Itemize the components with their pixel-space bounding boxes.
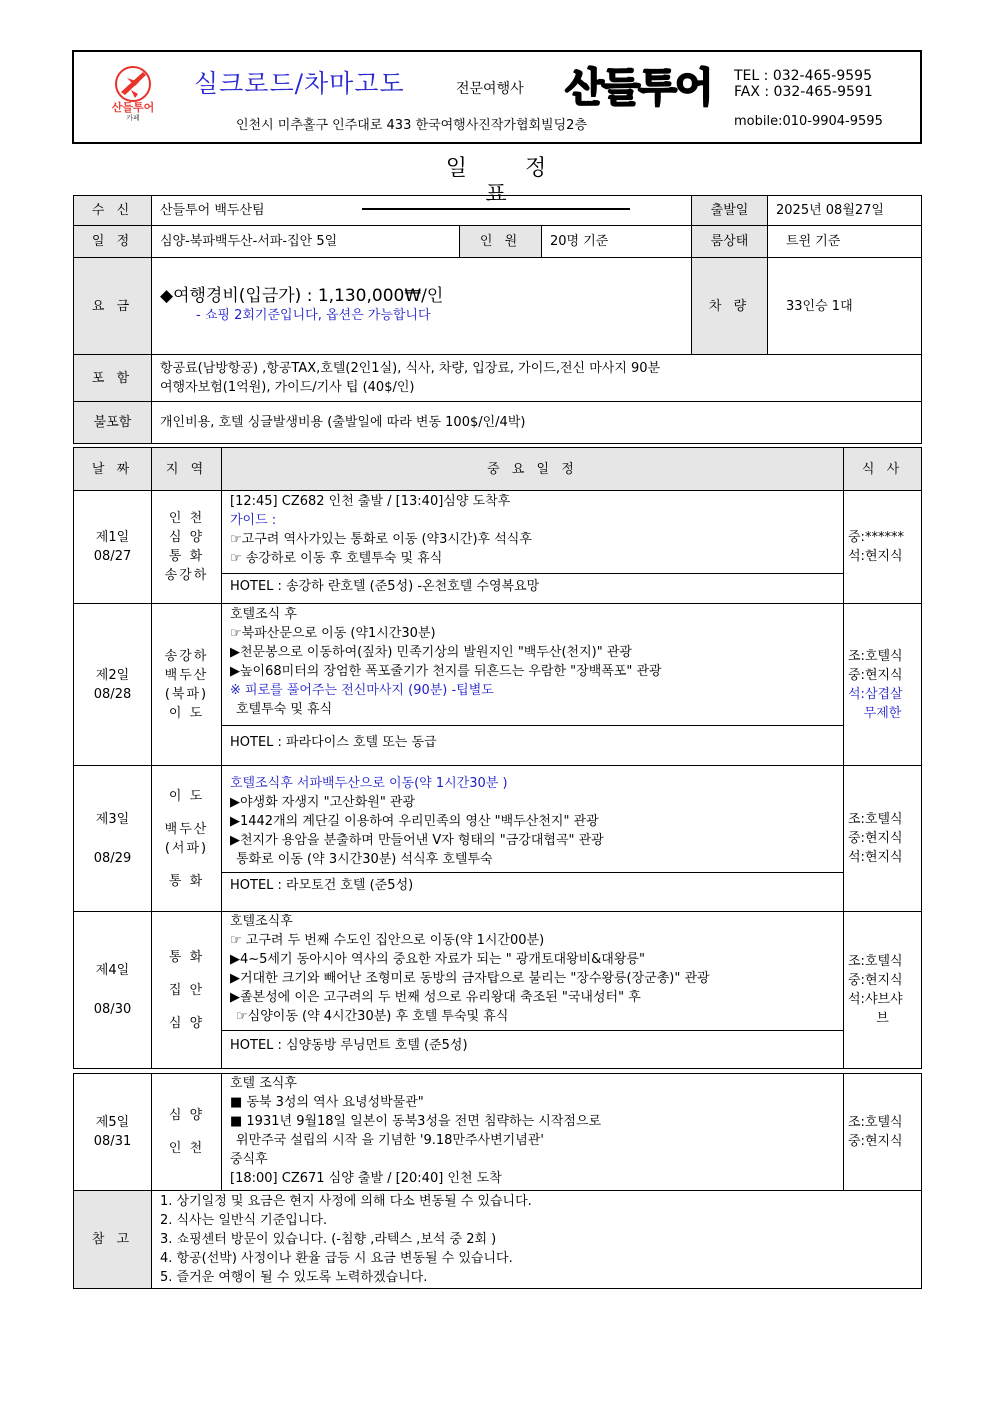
company-title: 실크로드/차마고도 bbox=[194, 69, 405, 98]
day-cell bbox=[74, 604, 152, 766]
schedule-line: 가이드 : bbox=[230, 513, 277, 528]
meal-item: 중:현지식 bbox=[848, 1134, 903, 1149]
meal-item: 무제한 bbox=[863, 705, 902, 721]
schedule-table-continued bbox=[73, 1073, 922, 1289]
meal-item: 석:현지식 bbox=[848, 850, 903, 865]
vehicle-value: 33인승 1대 bbox=[768, 258, 922, 355]
notes-cell bbox=[152, 1191, 922, 1289]
meal-item: 조:호텔식 bbox=[848, 1115, 903, 1130]
company-subtitle: 전문여행사 bbox=[456, 81, 524, 97]
day-number: 제1일 bbox=[95, 530, 130, 545]
departure-label: 출발일 bbox=[692, 196, 768, 226]
area-name: 인 천 bbox=[168, 511, 205, 526]
schedule-table bbox=[73, 447, 922, 1069]
itinerary-label: 일 정 bbox=[74, 226, 152, 258]
area-name: 통 화 bbox=[168, 873, 205, 889]
schedule-line: ☞북파산문으로 이동 (약1시간30분) bbox=[230, 626, 436, 641]
area-name: 송강하 bbox=[164, 568, 209, 583]
schedule-line: ▶높이68미터의 장엄한 폭포줄기가 천지를 뒤흔드는 우람한 "장백폭포" 관광 bbox=[230, 664, 662, 679]
notes-label: 참 고 bbox=[74, 1191, 152, 1289]
schedule-cell bbox=[222, 1074, 844, 1191]
price-label: 요 금 bbox=[74, 258, 152, 355]
day-cell bbox=[74, 912, 152, 1069]
schedule-line: 호텔조식후 bbox=[230, 914, 293, 929]
header-main: 중 요 일 정 bbox=[222, 448, 844, 491]
area-name: (북파) bbox=[164, 686, 209, 702]
day-cell bbox=[74, 491, 152, 604]
header-area: 지 역 bbox=[152, 448, 222, 491]
schedule-cell bbox=[222, 491, 844, 604]
hotel-line: HOTEL : 심양동방 루닝먼트 호텔 (준5성) bbox=[222, 1030, 843, 1060]
area-cell bbox=[152, 1074, 222, 1191]
day-number: 제3일 bbox=[95, 811, 130, 827]
meal-cell bbox=[844, 912, 922, 1069]
document-title: 일정표 bbox=[362, 156, 630, 210]
meal-item: 석:삼겹살 bbox=[848, 686, 903, 702]
schedule-line: ▶1442개의 계단길 이용하여 우리민족의 영산 "백두산천지" 관광 bbox=[230, 814, 599, 829]
include-cell bbox=[152, 355, 922, 402]
price-note: - 쇼핑 2회기준입니다, 옵션은 가능합니다 bbox=[196, 308, 431, 323]
recipient-label: 수 신 bbox=[74, 196, 152, 226]
itinerary-value: 심양-북파백두산-서파-집안 5일 bbox=[152, 226, 460, 258]
recipient-value: 산들투어 백두산팀 bbox=[152, 196, 692, 226]
schedule-line: ▶졸본성에 이은 고구려의 두 번째 성으로 유리왕대 축조된 "국내성터" 후 bbox=[230, 990, 641, 1005]
area-name: 백두산 bbox=[164, 667, 209, 683]
note-item: 2. 식사는 일반식 기준입니다. bbox=[160, 1213, 328, 1228]
meal-item: 중:****** bbox=[848, 530, 904, 545]
meal-item: 브 bbox=[876, 1011, 889, 1026]
hotel-line: HOTEL : 파라다이스 호텔 또는 동급 bbox=[222, 725, 843, 759]
area-name: 심 양 bbox=[168, 1015, 205, 1031]
include-label: 포 함 bbox=[74, 355, 152, 402]
departure-value: 2025년 08월27일 bbox=[768, 196, 922, 226]
tel-number: TEL : 032-465-9595 bbox=[734, 68, 872, 84]
schedule-cell bbox=[222, 604, 844, 766]
area-cell bbox=[152, 604, 222, 766]
schedule-line: ▶천문봉으로 이동하여(짚차) 민족기상의 발원지인 "백두산(천지)" 관광 bbox=[230, 645, 632, 660]
people-value: 20명 기준 bbox=[542, 226, 692, 258]
price-cell bbox=[152, 258, 692, 355]
company-logo bbox=[102, 64, 164, 136]
meal-cell bbox=[844, 491, 922, 604]
area-cell bbox=[152, 766, 222, 912]
include-line-2: 여행자보험(1억원), 가이드/기사 팁 (40$/인) bbox=[160, 380, 415, 395]
area-name: 백두산 bbox=[164, 821, 209, 837]
note-item: 1. 상기일정 및 요금은 현지 사정에 의해 다소 변동될 수 있습니다. bbox=[160, 1194, 532, 1209]
meal-item: 중:현지식 bbox=[848, 667, 903, 683]
schedule-cell bbox=[222, 912, 844, 1069]
hotel-line: HOTEL : 라모토건 호텔 (준5성) bbox=[222, 872, 843, 898]
day-date: 08/27 bbox=[93, 549, 132, 564]
note-item: 4. 항공(선박) 사정이나 환율 급등 시 요금 변동될 수 있습니다. bbox=[160, 1251, 513, 1266]
schedule-line: ▶천지가 용암을 분출하며 만들어낸 V자 형태의 "금강대협곡" 관광 bbox=[230, 833, 604, 848]
exclude-label: 불포함 bbox=[74, 402, 152, 444]
schedule-line: ☞ 송강하로 이동 후 호텔투숙 및 휴식 bbox=[230, 551, 443, 566]
schedule-line: ▶야생화 자생지 "고산화원" 관광 bbox=[230, 795, 416, 810]
note-item: 5. 즐거운 여행이 될 수 있도록 노력하겠습니다. bbox=[160, 1270, 428, 1285]
people-label: 인 원 bbox=[460, 226, 542, 258]
day-row bbox=[74, 766, 922, 912]
schedule-line: [12:45] CZ682 인천 출발 / [13:40]심양 도착후 bbox=[230, 494, 511, 509]
include-line-1: 항공료(남방항공) ,항공TAX,호텔(2인1실), 식사, 차량, 입장료, 가이드,전신 마사지 90분 bbox=[160, 361, 661, 376]
schedule-line: ※ 피로를 풀어주는 전신마사지 (90분) -팁별도 bbox=[230, 683, 494, 698]
schedule-line: 호텔조식후 서파백두산으로 이동(약 1시간30분 ) bbox=[230, 776, 508, 791]
day-date: 08/29 bbox=[93, 850, 132, 866]
day-cell bbox=[74, 1074, 152, 1191]
area-name: 심 양 bbox=[168, 530, 205, 545]
day-number: 제2일 bbox=[95, 667, 130, 683]
meal-cell bbox=[844, 604, 922, 766]
day-row bbox=[74, 912, 922, 1069]
schedule-line: 호텔투숙 및 휴식 bbox=[236, 702, 333, 717]
day-row bbox=[74, 604, 922, 766]
exclude-value: 개인비용, 호텔 싱글발생비용 (출발일에 따라 변동 100$/인/4박) bbox=[152, 402, 922, 444]
notes-row bbox=[74, 1191, 922, 1289]
day-date: 08/31 bbox=[93, 1134, 132, 1149]
day-cell bbox=[74, 766, 152, 912]
schedule-cell bbox=[222, 766, 844, 912]
schedule-line: 호텔 조식후 bbox=[230, 1076, 297, 1091]
schedule-line: ▶거대한 크기와 빼어난 조형미로 동방의 금자탑으로 불리는 "장수왕릉(장군총)" 관광 bbox=[230, 971, 710, 986]
contact-phone bbox=[734, 68, 873, 100]
schedule-line: ☞ 고구려 두 번째 수도인 집안으로 이동(약 1시간00분) bbox=[230, 933, 545, 948]
meal-item: 석:샤브샤 bbox=[848, 992, 903, 1007]
meal-item: 조:호텔식 bbox=[848, 954, 903, 969]
area-name: 인 천 bbox=[168, 1141, 205, 1156]
header-meal: 식 사 bbox=[844, 448, 922, 491]
meal-cell bbox=[844, 766, 922, 912]
price-value: ◆여행경비(입금가) : 1,130,000₩/인 bbox=[160, 286, 444, 306]
schedule-line: ☞심양이동 (약 4시간30분) 후 호텔 투숙및 휴식 bbox=[236, 1009, 509, 1024]
area-name: 집 안 bbox=[168, 982, 205, 998]
area-cell bbox=[152, 912, 222, 1069]
note-item: 3. 쇼핑센터 방문이 있습니다. (-침향 ,라텍스 ,보석 중 2회 ) bbox=[160, 1232, 497, 1247]
day-number: 제5일 bbox=[95, 1115, 130, 1130]
area-name: 심 양 bbox=[168, 1108, 205, 1123]
meal-item: 중:현지식 bbox=[848, 831, 903, 846]
area-name: (서파) bbox=[164, 840, 209, 856]
area-name: 이 도 bbox=[168, 705, 205, 721]
area-name: 통 화 bbox=[168, 949, 205, 965]
meal-cell bbox=[844, 1074, 922, 1191]
schedule-line: ▶4~5세기 동아시아 역사의 중요한 자료가 되는 " 광개토대왕비&대왕릉" bbox=[230, 952, 645, 967]
logo-text: 산들투어 bbox=[111, 101, 155, 114]
company-address: 인천시 미추홀구 인주대로 433 한국여행사진작가협회빌딩2층 bbox=[236, 118, 588, 133]
day-date: 08/30 bbox=[93, 1002, 132, 1017]
area-name: 통 화 bbox=[168, 549, 205, 564]
fax-number: FAX : 032-465-9591 bbox=[734, 84, 873, 100]
day-date: 08/28 bbox=[93, 686, 132, 702]
schedule-line: 중식후 bbox=[230, 1152, 268, 1167]
meal-item: 조:호텔식 bbox=[848, 812, 903, 827]
brand-name: 산들투어 bbox=[565, 65, 712, 111]
area-cell bbox=[152, 491, 222, 604]
trip-info-table bbox=[73, 195, 922, 444]
vehicle-label: 차 량 bbox=[692, 258, 768, 355]
day-row bbox=[74, 491, 922, 604]
meal-item: 석:현지식 bbox=[848, 549, 903, 564]
area-name: 이 도 bbox=[168, 788, 205, 804]
room-label: 룸상태 bbox=[692, 226, 768, 258]
hotel-line: HOTEL : 송강하 란호텔 (준5성) -온천호텔 수영복요망 bbox=[222, 573, 843, 599]
logo-subtext: 카페 bbox=[126, 114, 140, 122]
company-header bbox=[72, 50, 922, 144]
area-name: 송강하 bbox=[164, 648, 209, 664]
airplane-icon bbox=[113, 64, 153, 104]
schedule-line: [18:00] CZ671 심양 출발 / [20:40] 인천 도착 bbox=[230, 1171, 502, 1186]
schedule-line: ☞고구려 역사가있는 통화로 이동 (약3시간)후 석식후 bbox=[230, 532, 532, 547]
schedule-line: 위만주국 설립의 시작 을 기념한 '9.18만주사변기념관' bbox=[236, 1133, 544, 1148]
day-number: 제4일 bbox=[95, 963, 130, 978]
header-date: 날 짜 bbox=[74, 448, 152, 491]
mobile-number: mobile:010-9904-9595 bbox=[734, 114, 883, 129]
meal-item: 중:현지식 bbox=[848, 973, 903, 988]
schedule-line: 통화로 이동 (약 3시간30분) 석식후 호텔투숙 bbox=[236, 852, 493, 867]
day-row bbox=[74, 1074, 922, 1191]
schedule-line: 호텔조식 후 bbox=[230, 607, 297, 622]
meal-item: 조:호텔식 bbox=[848, 648, 903, 664]
room-value: 트윈 기준 bbox=[768, 226, 922, 258]
schedule-line: ■ 동북 3성의 역사 요녕성박물관" bbox=[230, 1095, 424, 1110]
schedule-line: ■ 1931년 9월18일 일본이 동북3성을 전면 침략하는 시작점으로 bbox=[230, 1114, 602, 1129]
